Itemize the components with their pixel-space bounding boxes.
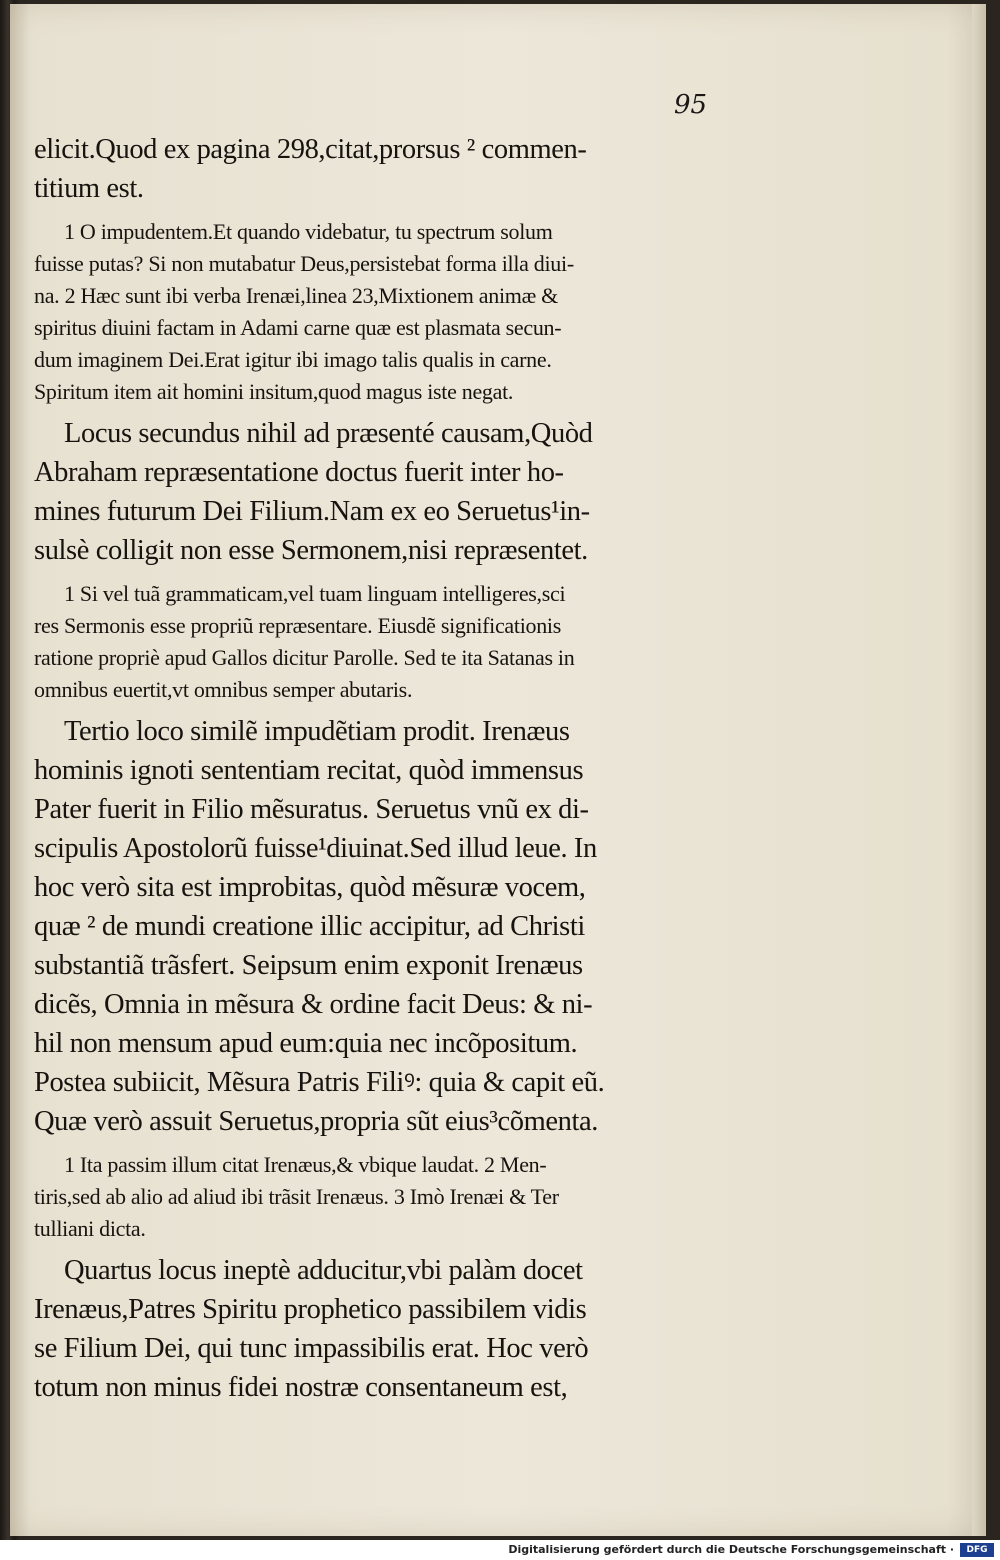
main-text bbox=[34, 130, 716, 1407]
note-line: tulliani dicta. bbox=[34, 1216, 146, 1241]
text-line: sulsè colligit non esse Sermonem,nisi repræsentet. bbox=[34, 535, 588, 566]
text-line: hominis ignoti sententiam recitat, quòd immensus bbox=[34, 755, 584, 786]
text-line: Tertio loco similẽ impudẽtiam prodit. Irenæus bbox=[64, 716, 570, 747]
note-line: tiris,sed ab alio ad aliud ibi trãsit Irenæus. 3 Imò Irenæi & Ter bbox=[34, 1184, 559, 1209]
paragraph-3 bbox=[34, 712, 716, 1141]
note-line: res Sermonis esse propriũ repræsentare. Eiusdẽ significationis bbox=[34, 613, 561, 638]
note-line: ratione propriè apud Gallos dicitur Parolle. Sed te ita Satanas in bbox=[34, 645, 575, 670]
note-line: fuisse putas? Si non mutabatur Deus,persistebat forma illa diui- bbox=[34, 251, 574, 276]
text-line: hoc verò sita est improbitas, quòd mẽsuræ vocem, bbox=[34, 872, 586, 903]
note-line: Spiritum item ait homini insitum,quod magus iste negat. bbox=[34, 379, 514, 404]
text-line: Postea subiicit, Mẽsura Patris Filiꝰ: quia & capit eũ. bbox=[34, 1067, 605, 1098]
note-line: 1 Ita passim illum citat Irenæus,& vbique laudat. 2 Men- bbox=[64, 1152, 547, 1177]
paragraph-4 bbox=[34, 1251, 716, 1407]
text-line: hil non mensum apud eum:quia nec incõpositum. bbox=[34, 1028, 578, 1059]
page-number: 95 bbox=[674, 90, 708, 120]
footnotes-3 bbox=[34, 1149, 716, 1245]
note-line: dum imaginem Dei.Erat igitur ibi imago talis qualis in carne. bbox=[34, 347, 552, 372]
page-edge bbox=[972, 4, 986, 1536]
text-line: Abraham repræsentatione doctus fuerit inter ho- bbox=[34, 457, 564, 488]
note-line: omnibus euertit,vt omnibus semper abutaris. bbox=[34, 677, 413, 702]
text-line: se Filium Dei, qui tunc impassibilis erat. Hoc verò bbox=[34, 1333, 589, 1364]
note-line: 1 Si vel tuã grammaticam,vel tuam linguam intelligeres,sci bbox=[64, 581, 566, 606]
text-line: quæ ² de mundi creatione illic accipitur, ad Christi bbox=[34, 911, 585, 942]
text-line: Locus secundus nihil ad præsenté causam,Quòd bbox=[64, 418, 593, 449]
text-line: substantiã trãsfert. Seipsum enim exponit Irenæus bbox=[34, 950, 583, 981]
text-line: totum non minus fidei nostræ consentaneum est, bbox=[34, 1372, 568, 1403]
note-line: spiritus diuini factam in Adami carne quæ est plasmata secun- bbox=[34, 315, 562, 340]
note-line: 1 O impudentem.Et quando videbatur, tu spectrum solum bbox=[64, 219, 553, 244]
text-line: elicit.Quod ex pagina 298,citat,prorsus ² commen- bbox=[34, 134, 587, 165]
footer-bar bbox=[0, 1540, 1000, 1560]
footnotes-2 bbox=[34, 578, 716, 706]
text-line: Pater fuerit in Filio mẽsuratus. Seruetus vnũ ex di- bbox=[34, 794, 589, 825]
text-line: Quartus locus ineptè adducitur,vbi palàm docet bbox=[64, 1255, 583, 1286]
footnotes-1 bbox=[34, 216, 716, 408]
dfg-logo: DFG bbox=[960, 1543, 994, 1557]
text-line: mines futurum Dei Filium.Nam ex eo Seruetus¹in- bbox=[34, 496, 590, 527]
text-line: titium est. bbox=[34, 173, 144, 204]
note-line: na. 2 Hæc sunt ibi verba Irenæi,linea 23,Mixtionem animæ & bbox=[34, 283, 558, 308]
text-line: Irenæus,Patres Spiritu prophetico passibilem vidis bbox=[34, 1294, 587, 1325]
text-line: scipulis Apostolorũ fuisse¹diuinat.Sed illud leue. In bbox=[34, 833, 597, 864]
text-line: Quæ verò assuit Seruetus,propria sũt eius³cõmenta. bbox=[34, 1106, 598, 1137]
text-line: dicẽs, Omnia in mẽsura & ordine facit Deus: & ni- bbox=[34, 989, 593, 1020]
funding-credit: Digitalisierung gefördert durch die Deutsche Forschungsgemeinschaft · bbox=[508, 1543, 954, 1556]
paragraph-2 bbox=[34, 414, 716, 570]
paragraph-1 bbox=[34, 130, 716, 208]
